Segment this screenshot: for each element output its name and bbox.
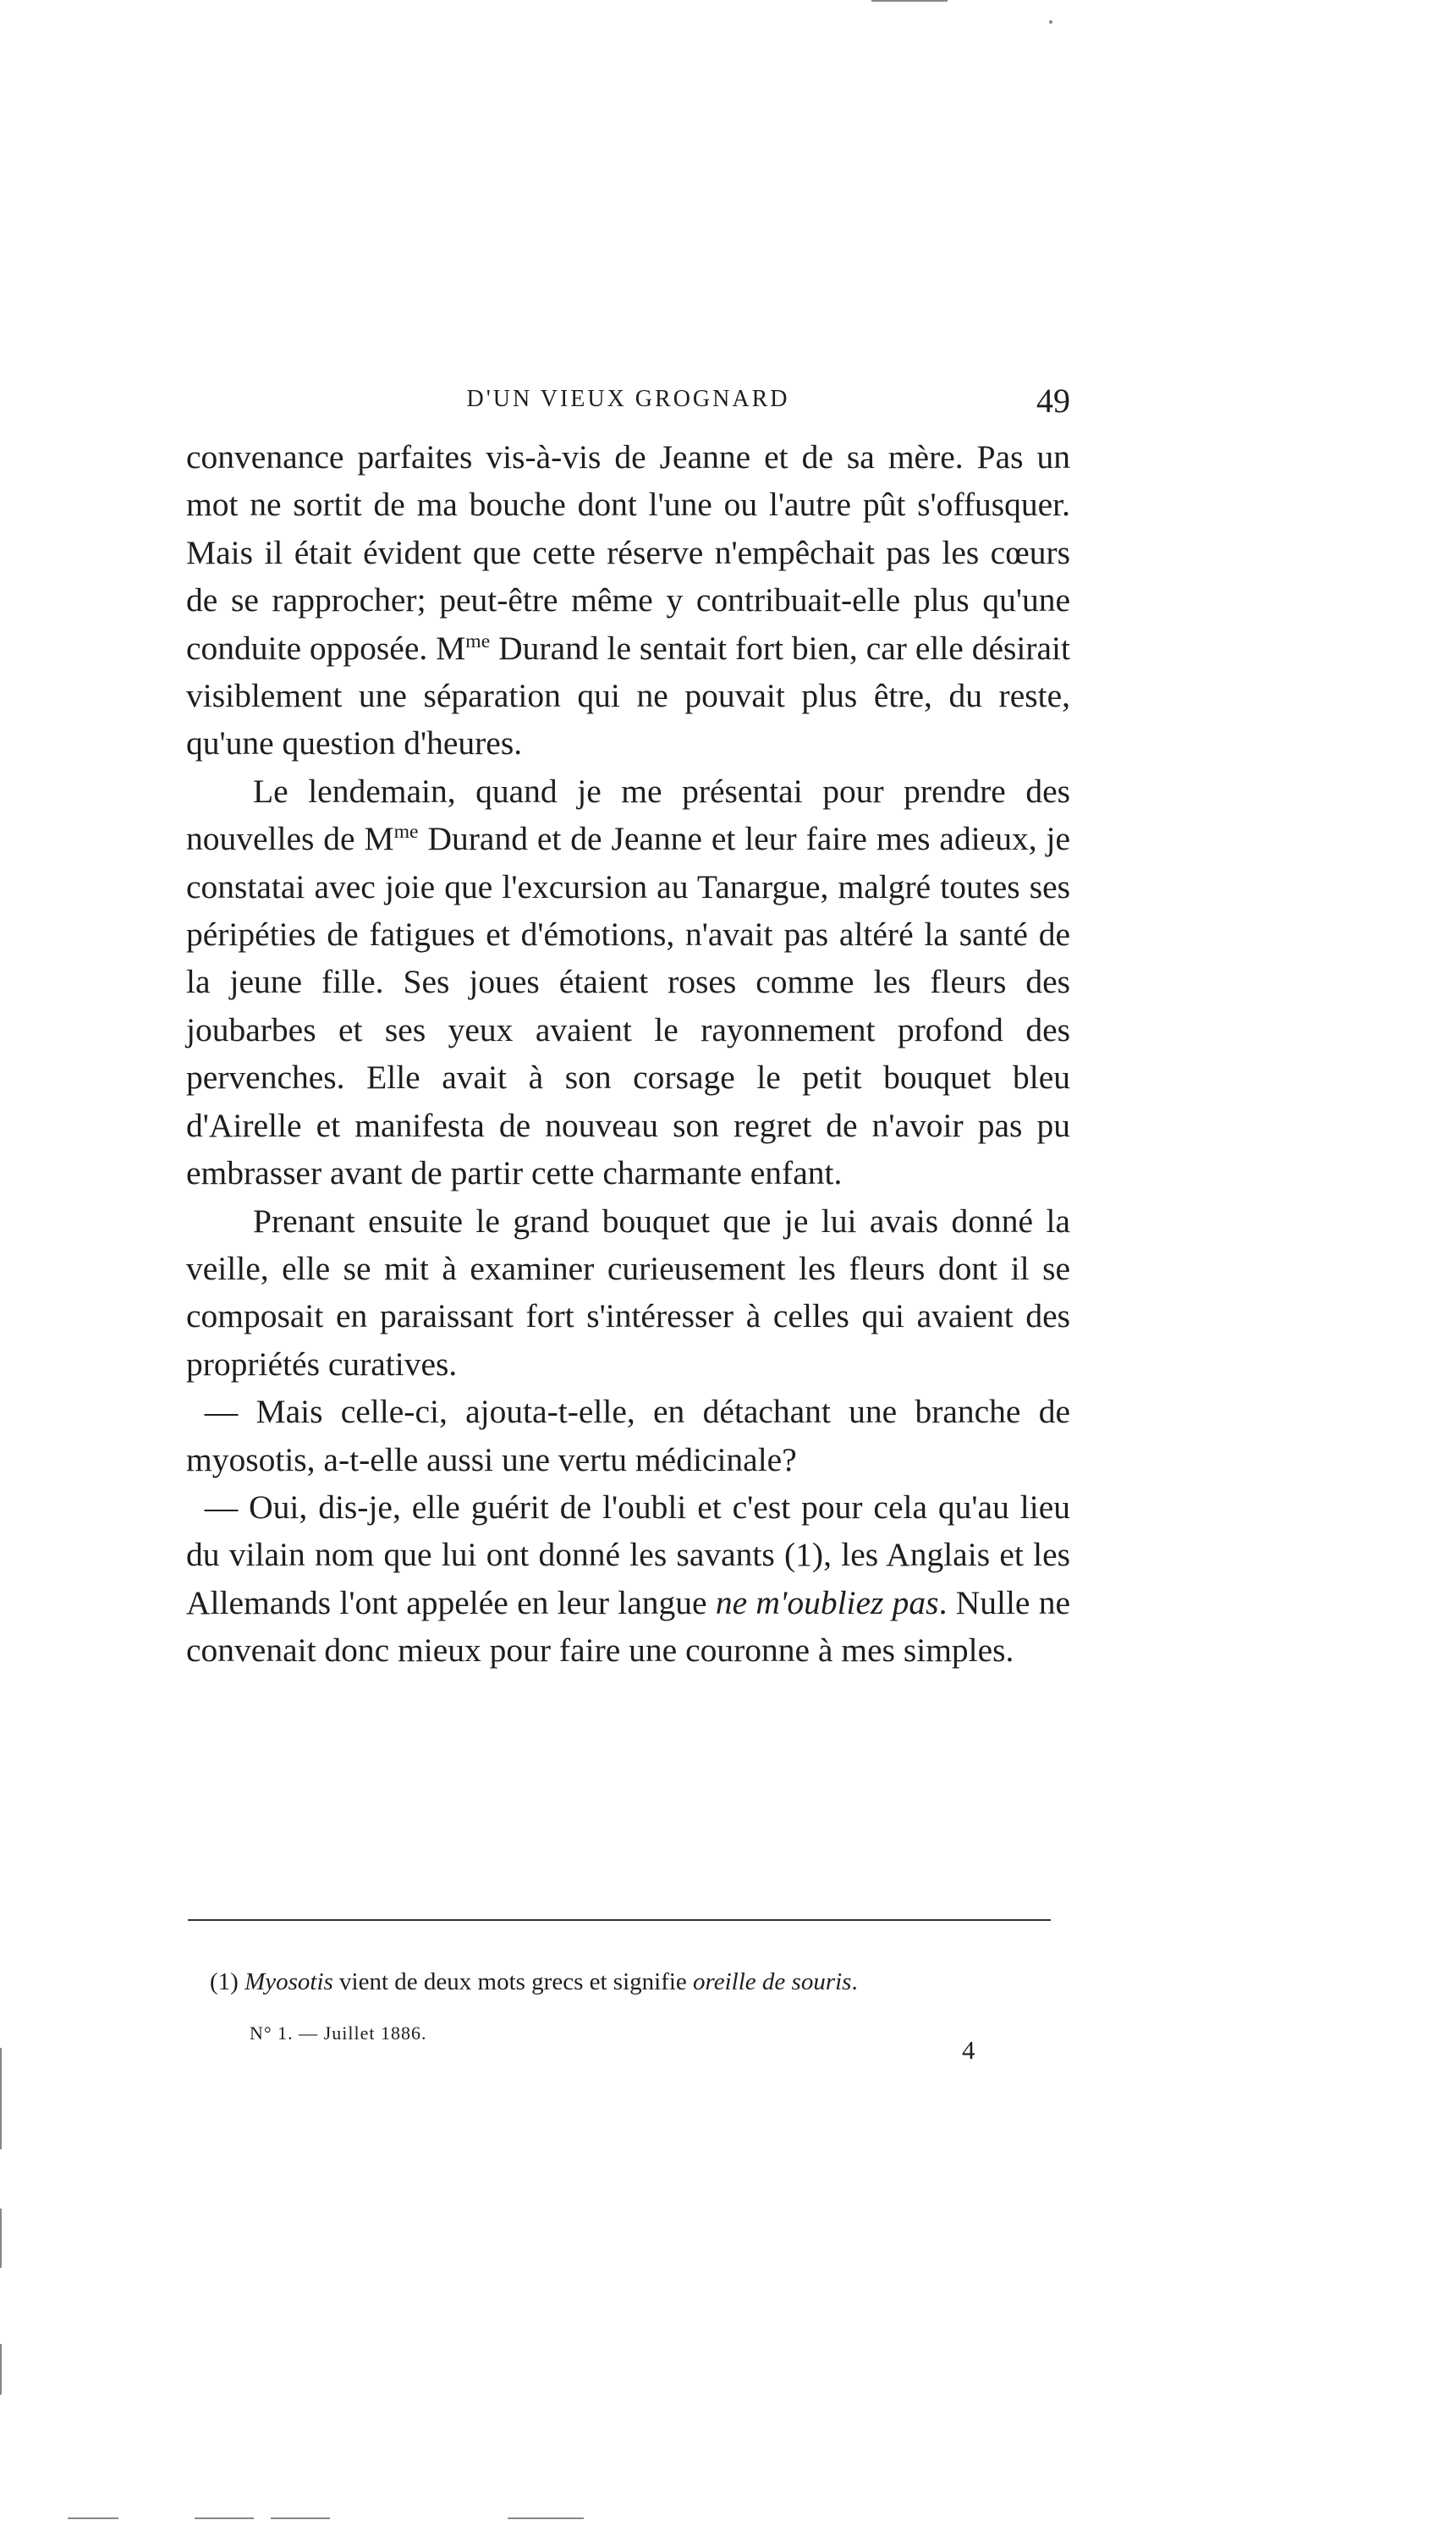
- body-text: [186, 433, 1070, 1675]
- footnote-rule: [188, 1919, 1051, 1921]
- italic-phrase: ne m'oubliez pas: [715, 1583, 939, 1621]
- superscript: me: [393, 821, 419, 844]
- dialogue-paragraph: [186, 1483, 1070, 1675]
- footnote-meaning: oreille de souris: [693, 1968, 852, 1995]
- scan-artifact: [0, 2344, 2, 2395]
- scan-artifact: [0, 2048, 2, 2149]
- running-head: [186, 381, 1070, 432]
- text-run: Durand le sentait fort bien, car elle désirait visiblement une séparation qui ne pouvait plus être, du reste, qu'une question d'heures.: [186, 629, 1071, 762]
- text-run: Le lendemain, quand je me présentai pour prendre des nouvelles de M: [186, 772, 1070, 858]
- scan-artifact: [871, 0, 948, 2]
- text-run: — Oui, dis-je, elle guérit de l'oubli et c'est pour cela qu'au lieu du vilain nom que lui ont donné les savants (1), les Anglais et les Allemands l'ont appelée en leur langue: [186, 1488, 1070, 1621]
- page-number: 49: [1036, 382, 1070, 420]
- scan-artifact: [508, 2517, 584, 2519]
- text-run: convenance parfaites vis-à-vis de Jeanne et de sa mère. Pas un mot ne sortit de ma bouche dont l'une ou l'autre pût s'offusquer. Mais il était évident que cette réserve n'empêchait pas les cœurs de se rapprocher; peut-être même y contribuait-elle plus qu'une conduite opposée. M: [186, 438, 1070, 667]
- paragraph: [186, 768, 1070, 1197]
- scan-artifact: [1049, 20, 1052, 24]
- scan-artifact: [68, 2517, 118, 2519]
- imprint-line: N° 1. — Juillet 1886.: [250, 2022, 427, 2044]
- scan-artifact: [0, 2209, 2, 2268]
- scan-artifact: [195, 2517, 254, 2519]
- footnote-marker: (1): [210, 1968, 245, 1995]
- paragraph: Prenant ensuite le grand bouquet que je lui avais donné la veille, elle se mit à examiner curieusement les fleurs dont il se composait en paraissant fort s'intéresser à celles qui avaient des propriétés curatives.: [186, 1202, 1070, 1383]
- text-run: Durand et de Jeanne et leur faire mes adieux, je constatai avec joie que l'excursion au Tanargue, malgré toutes ses péripéties de fatigues et d'émotions, n'avait pas altéré la santé de la jeune fille. Ses joues étaient roses comme les fleurs des joubarbes et ses yeux avaient le rayonnement profond des pervenches. Elle avait à son corsage le petit bouquet bleu d'Airelle et manifesta de nouveau son regret de n'avoir pas pu embrasser avant de partir cette charmante enfant.: [186, 820, 1070, 1192]
- signature-mark: 4: [962, 2035, 975, 2065]
- text-run: vient de deux mots grecs et signifie: [332, 1968, 694, 1995]
- running-title: D'UN VIEUX GROGNARD: [466, 386, 790, 412]
- footnote: [210, 1965, 1056, 1999]
- text-run: .: [851, 1968, 858, 1995]
- footnote-term: Myosotis: [244, 1968, 333, 1995]
- scan-artifact: [271, 2517, 330, 2519]
- paragraph: [186, 433, 1070, 768]
- dialogue-paragraph: — Mais celle-ci, ajouta-t-elle, en détachant une branche de myosotis, a-t-elle aussi une vertu médicinale?: [186, 1393, 1070, 1478]
- text-run: . Nulle ne convenait donc mieux pour faire une couronne à mes simples.: [186, 1583, 1070, 1670]
- superscript: me: [465, 630, 491, 652]
